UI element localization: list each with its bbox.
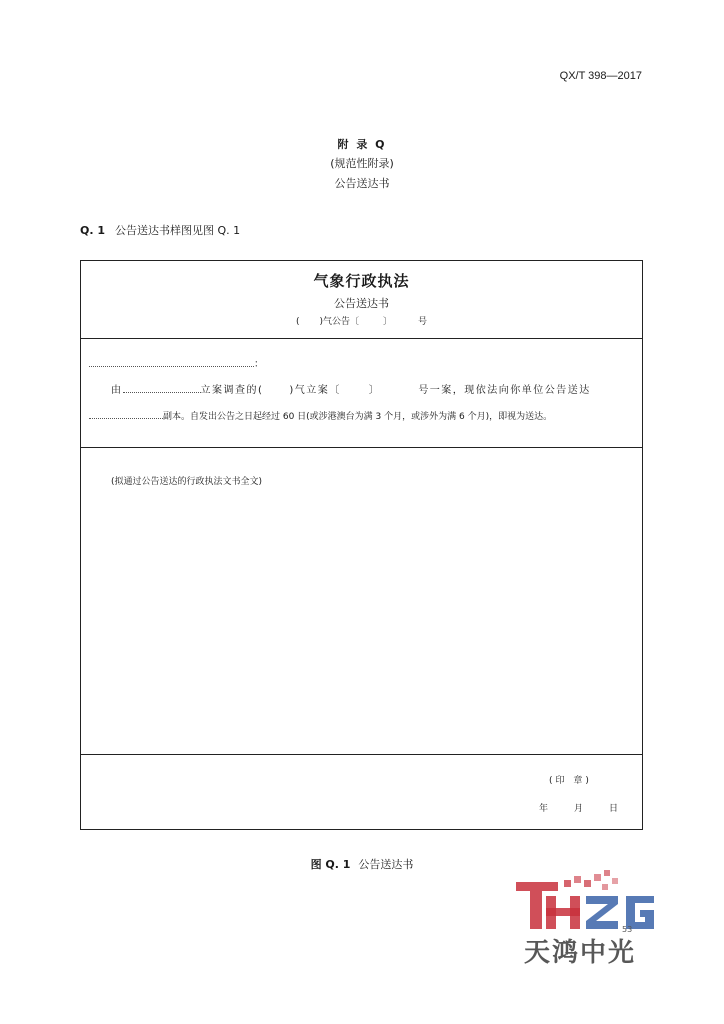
line1-pre: 由 — [111, 385, 123, 396]
seal-label: (印 章) — [549, 776, 592, 786]
notice-form — [80, 260, 643, 830]
doc-no-mid: )气公告〔 — [319, 317, 359, 327]
figure-number: 图 Q. 1 — [310, 858, 351, 871]
body-line-2 — [89, 408, 639, 422]
watermark-name: 天鸿中光 — [524, 938, 637, 968]
doc-no-close: 〕 — [383, 317, 393, 327]
appendix-title: 附 录 Q — [337, 138, 387, 151]
line1-d: 号一案，现依法向你单位公告送达 — [418, 385, 591, 396]
divider — [81, 754, 642, 755]
recipient-blank[interactable] — [89, 356, 254, 367]
body-line-1 — [111, 381, 636, 396]
section-number: Q. 1 — [80, 224, 106, 237]
date-month: 月 — [574, 804, 584, 814]
document-blank[interactable] — [89, 408, 163, 419]
recipient-line — [89, 355, 264, 370]
form-title: 气象行政执法 — [313, 272, 410, 290]
figure-title: 公告送达书 — [358, 858, 414, 871]
line1-c: 〕 — [368, 385, 381, 396]
line1-a: 立案调查的( — [200, 385, 264, 396]
document-number — [81, 314, 642, 327]
section-text: 公告送达书样图见图 Q. 1 — [115, 224, 241, 237]
party-blank[interactable] — [123, 382, 201, 393]
date-line — [539, 801, 618, 814]
watermark-logo — [514, 868, 664, 968]
form-name: 公告送达书 — [334, 297, 389, 310]
page-number: 53 — [622, 925, 633, 934]
appendix-name: 公告送达书 — [334, 177, 390, 190]
section-heading — [80, 222, 240, 238]
date-year: 年 — [539, 804, 549, 814]
line1-b: )气立案〔 — [289, 385, 341, 396]
standard-code: QX/T 398—2017 — [559, 70, 642, 82]
date-day: 日 — [609, 804, 619, 814]
divider — [81, 447, 642, 448]
fulltext-hint: (拟通过公告送达的行政执法文书全文) — [111, 477, 263, 487]
line2-text: 副本。自发出公告之日起经过 60 日(或涉港澳台为满 3 个月，或涉外为满 6 个月)，即视为送达。 — [163, 412, 553, 422]
doc-no-open: ( — [295, 317, 300, 327]
appendix-subtitle: (规范性附录) — [330, 157, 394, 170]
doc-no-suffix: 号 — [418, 317, 428, 327]
recipient-colon: ： — [254, 359, 264, 370]
divider — [81, 338, 642, 339]
